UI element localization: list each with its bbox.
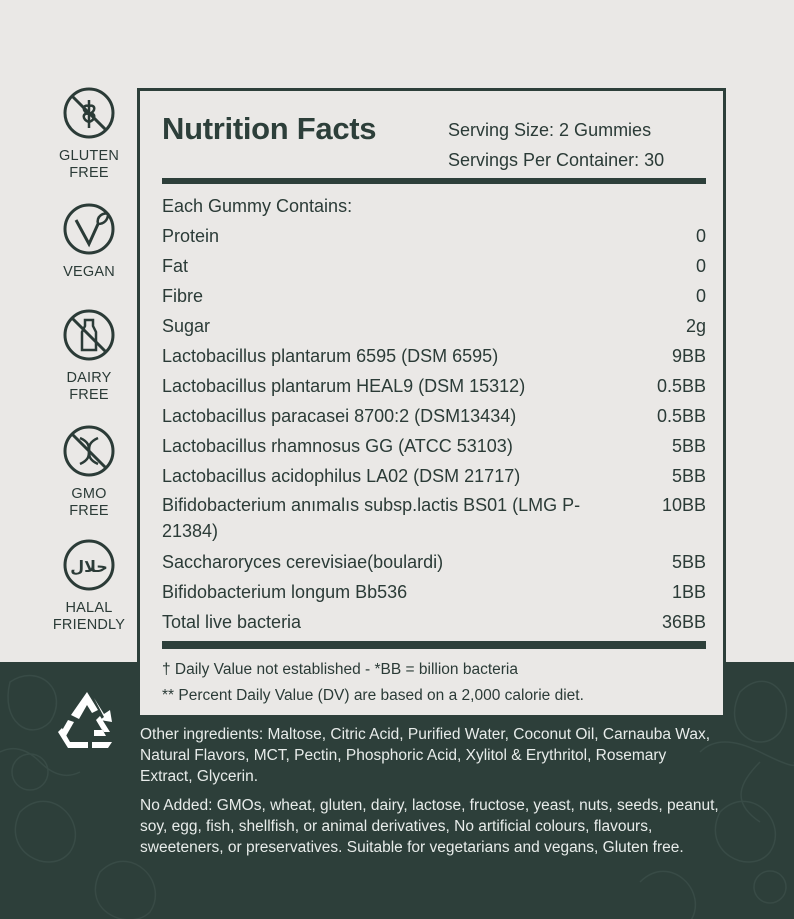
nutrient-value: 0	[695, 286, 706, 306]
nutrient-value: 5BB	[671, 552, 706, 572]
table-row	[162, 431, 706, 461]
serving-info	[448, 115, 664, 175]
vegan-icon	[62, 202, 116, 256]
nutrient-value: 5BB	[671, 436, 706, 456]
nutrition-facts-panel	[137, 88, 726, 718]
halal-icon	[62, 538, 116, 592]
footnotes	[162, 657, 584, 709]
nutrient-name: Fibre	[162, 286, 204, 306]
servings-per-container: Servings Per Container: 30	[448, 150, 665, 170]
nutrient-value: 1BB	[671, 582, 706, 602]
nutrient-name: Fat	[162, 256, 189, 276]
nutrient-name: Total live bacteria	[162, 612, 302, 632]
table-row	[162, 371, 706, 401]
recycle-icon	[54, 688, 120, 754]
panel-title: Nutrition Facts	[162, 111, 377, 146]
badge-label: HALAL FRIENDLY	[52, 600, 126, 633]
footnote-percent-dv: ** Percent Daily Value (DV) are based on a 2,000 calorie diet.	[162, 687, 584, 704]
nutrient-value: 9BB	[671, 346, 706, 366]
badge-label: VEGAN	[63, 264, 115, 280]
dairy-free-icon	[62, 308, 116, 362]
nutrient-name: Bifidobacterium longum Bb536	[162, 582, 408, 602]
badge-gmo-free	[44, 424, 134, 520]
badge-gluten-free	[44, 86, 134, 182]
nutrient-value: 0.5BB	[656, 376, 706, 396]
badge-halal	[44, 538, 134, 634]
serving-size: Serving Size: 2 Gummies	[448, 120, 652, 140]
gmo-free-icon	[62, 424, 116, 478]
nutrient-name: Sugar	[162, 316, 211, 336]
section-header	[162, 191, 706, 221]
thick-divider-top	[162, 178, 706, 184]
nutrient-table	[162, 191, 706, 637]
nutrient-value: 0	[695, 226, 706, 246]
badge-label: DAIRY FREE	[66, 370, 112, 403]
nutrient-value: 5BB	[671, 466, 706, 486]
table-row	[162, 401, 706, 431]
nutrient-name: Protein	[162, 226, 220, 246]
thick-divider-bottom	[162, 641, 706, 649]
nutrient-name: Saccharoryces cerevisiae(boulardi)	[162, 552, 444, 572]
nutrient-value: 0.5BB	[656, 406, 706, 426]
footnote-daily-value: † Daily Value not established - *BB = billion bacteria	[162, 661, 518, 678]
badge-vegan	[44, 202, 134, 281]
table-row	[162, 311, 706, 341]
no-added-statement: No Added: GMOs, wheat, gluten, dairy, lactose, fructose, yeast, nuts, seeds, peanut, soy, egg, fish, shellfish, or animal derivatives, No artificial colours, flavours, sweeteners, or preservatives. Suitable for vegetarians and vegans, Gluten free.	[140, 797, 719, 856]
nutrient-name: Bifidobacterium anımalıs subsp.lactis BS01 (LMG P-21384)	[162, 495, 581, 541]
nutrient-name: Lactobacillus plantarum HEAL9 (DSM 15312)	[162, 376, 526, 396]
table-row	[162, 547, 706, 577]
nutrient-name: Lactobacillus rhamnosus GG (ATCC 53103)	[162, 436, 513, 456]
table-row	[162, 491, 706, 547]
other-ingredients: Other ingredients: Maltose, Citric Acid, Purified Water, Coconut Oil, Carnauba Wax, Natural Flavors, MCT, Pectin, Phosphoric Acid, Xylitol & Erythritol, Rosemary Extract, Glycerin.	[140, 726, 711, 785]
table-row	[162, 341, 706, 371]
table-row	[162, 251, 706, 281]
table-row	[162, 577, 706, 607]
badge-dairy-free	[44, 308, 134, 404]
gluten-free-icon	[62, 86, 116, 140]
nutrient-value: 0	[695, 256, 706, 276]
table-row	[162, 221, 706, 251]
section-header-label: Each Gummy Contains:	[162, 196, 353, 216]
nutrient-name: Lactobacillus acidophilus LA02 (DSM 21717)	[162, 466, 521, 486]
nutrient-value: 36BB	[661, 612, 706, 632]
nutrient-name: Lactobacillus paracasei 8700:2 (DSM13434)	[162, 406, 517, 426]
halal-glyph: حلال	[70, 557, 108, 576]
badge-label: GMO FREE	[69, 486, 109, 519]
table-row	[162, 607, 706, 637]
table-row	[162, 461, 706, 491]
table-row	[162, 281, 706, 311]
ingredients-section	[140, 724, 720, 866]
nutrient-name: Lactobacillus plantarum 6595 (DSM 6595)	[162, 346, 499, 366]
badge-label: GLUTEN FREE	[58, 148, 119, 181]
nutrient-value: 2g	[685, 316, 706, 336]
nutrient-value: 10BB	[661, 495, 706, 515]
